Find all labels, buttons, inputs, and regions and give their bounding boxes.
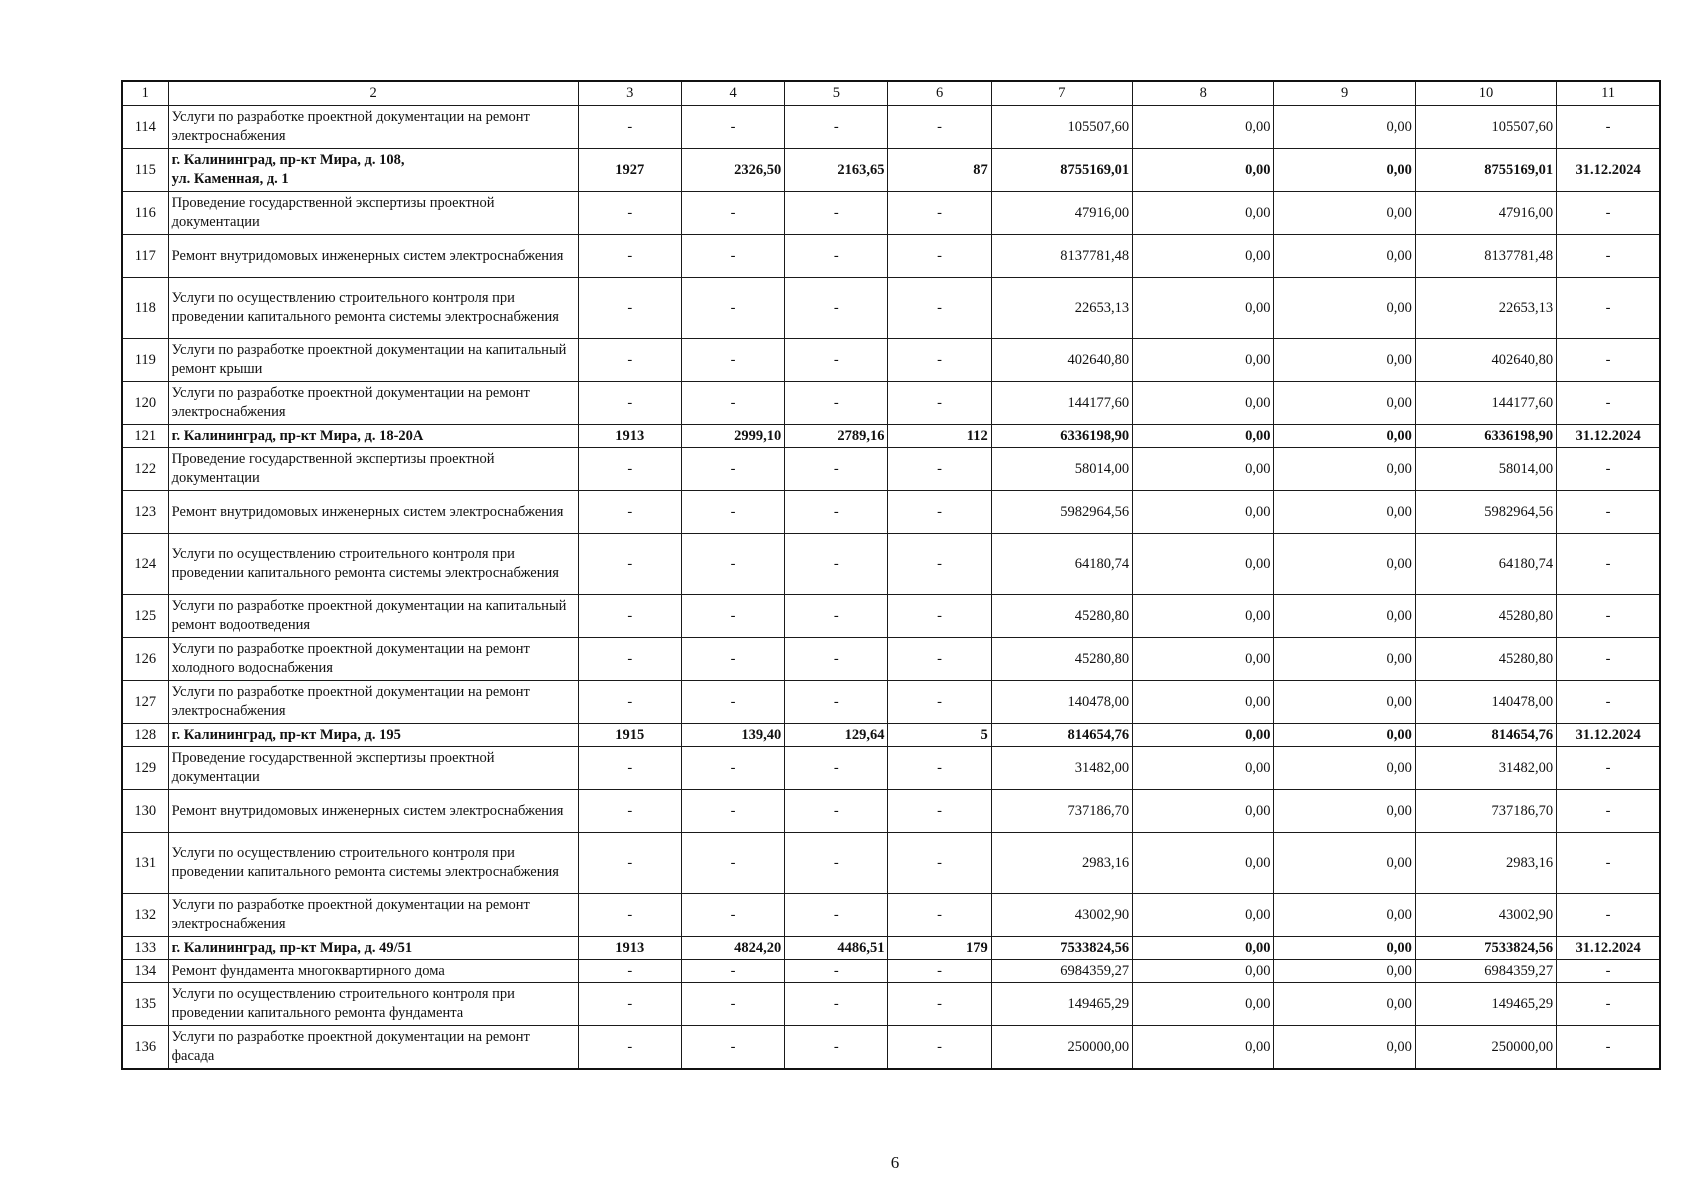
deadline-cell: 31.12.2024 — [1557, 724, 1660, 747]
living-area-cell: 2163,65 — [785, 149, 888, 192]
row-number-cell: 118 — [122, 278, 168, 339]
row-number-cell: 135 — [122, 983, 168, 1026]
other-cost-cell: 0,00 — [1274, 491, 1415, 534]
row-number-cell: 134 — [122, 960, 168, 983]
table-row — [122, 448, 1660, 491]
work-name-cell: Услуги по осуществлению строительного контроля при проведении капитального ремонта системы электроснабжения — [168, 833, 578, 894]
total-cost-cell: 140478,00 — [991, 681, 1132, 724]
total-cost-cell: 5982964,56 — [991, 491, 1132, 534]
total-area-cell: - — [681, 747, 784, 790]
work-name-cell: Проведение государственной экспертизы проектной документации — [168, 192, 578, 235]
other-cost-cell: 0,00 — [1274, 833, 1415, 894]
table-row — [122, 1026, 1660, 1070]
table-row — [122, 960, 1660, 983]
work-name-cell: Ремонт внутридомовых инженерных систем электроснабжения — [168, 491, 578, 534]
other-cost-cell: 0,00 — [1274, 638, 1415, 681]
year-cell: - — [578, 960, 681, 983]
total-cost-cell: 8755169,01 — [991, 149, 1132, 192]
total-area-cell: - — [681, 1026, 784, 1070]
col-header: 2 — [168, 81, 578, 106]
residents-cell: - — [888, 106, 991, 149]
data-table — [121, 80, 1661, 1070]
work-name-cell: Услуги по разработке проектной документации на капитальный ремонт крыши — [168, 339, 578, 382]
row-number-cell: 129 — [122, 747, 168, 790]
fund-cost-cell: 0,00 — [1133, 149, 1274, 192]
row-number-cell: 131 — [122, 833, 168, 894]
fund-cost-cell: 0,00 — [1133, 937, 1274, 960]
fund-cost-cell: 0,00 — [1133, 595, 1274, 638]
fund-cost-cell: 0,00 — [1133, 448, 1274, 491]
row-number-cell: 115 — [122, 149, 168, 192]
col-header: 10 — [1415, 81, 1556, 106]
table-body — [122, 106, 1660, 1070]
owner-cost-cell: 6984359,27 — [1415, 960, 1556, 983]
living-area-cell: 4486,51 — [785, 937, 888, 960]
living-area-cell: - — [785, 235, 888, 278]
total-area-cell: - — [681, 960, 784, 983]
living-area-cell: - — [785, 983, 888, 1026]
owner-cost-cell: 45280,80 — [1415, 595, 1556, 638]
residents-cell: - — [888, 339, 991, 382]
deadline-cell: 31.12.2024 — [1557, 149, 1660, 192]
living-area-cell: - — [785, 278, 888, 339]
residents-cell: - — [888, 192, 991, 235]
residents-cell: - — [888, 534, 991, 595]
living-area-cell: - — [785, 192, 888, 235]
owner-cost-cell: 5982964,56 — [1415, 491, 1556, 534]
owner-cost-cell: 149465,29 — [1415, 983, 1556, 1026]
fund-cost-cell: 0,00 — [1133, 278, 1274, 339]
total-cost-cell: 402640,80 — [991, 339, 1132, 382]
year-cell: - — [578, 894, 681, 937]
work-name-cell: Проведение государственной экспертизы проектной документации — [168, 747, 578, 790]
work-name-cell: Услуги по осуществлению строительного контроля при проведении капитального ремонта фундамента — [168, 983, 578, 1026]
row-number-cell: 124 — [122, 534, 168, 595]
col-header: 8 — [1133, 81, 1274, 106]
table-row — [122, 106, 1660, 149]
living-area-cell: - — [785, 638, 888, 681]
total-cost-cell: 6336198,90 — [991, 425, 1132, 448]
owner-cost-cell: 64180,74 — [1415, 534, 1556, 595]
total-area-cell: 2999,10 — [681, 425, 784, 448]
other-cost-cell: 0,00 — [1274, 790, 1415, 833]
total-cost-cell: 149465,29 — [991, 983, 1132, 1026]
table-row — [122, 534, 1660, 595]
total-cost-cell: 58014,00 — [991, 448, 1132, 491]
total-area-cell: - — [681, 192, 784, 235]
total-cost-cell: 2983,16 — [991, 833, 1132, 894]
living-area-cell: - — [785, 833, 888, 894]
total-cost-cell: 250000,00 — [991, 1026, 1132, 1070]
living-area-cell: - — [785, 1026, 888, 1070]
deadline-cell: - — [1557, 833, 1660, 894]
table-row — [122, 192, 1660, 235]
work-name-cell: Проведение государственной экспертизы проектной документации — [168, 448, 578, 491]
year-cell: - — [578, 192, 681, 235]
owner-cost-cell: 45280,80 — [1415, 638, 1556, 681]
year-cell: 1913 — [578, 425, 681, 448]
row-number-cell: 136 — [122, 1026, 168, 1070]
residents-cell: - — [888, 983, 991, 1026]
col-header: 5 — [785, 81, 888, 106]
row-number-cell: 114 — [122, 106, 168, 149]
total-cost-cell: 64180,74 — [991, 534, 1132, 595]
work-name-cell: Услуги по разработке проектной документации на ремонт электроснабжения — [168, 106, 578, 149]
row-number-cell: 117 — [122, 235, 168, 278]
other-cost-cell: 0,00 — [1274, 106, 1415, 149]
residents-cell: - — [888, 448, 991, 491]
year-cell: - — [578, 681, 681, 724]
year-cell: - — [578, 382, 681, 425]
living-area-cell: - — [785, 681, 888, 724]
total-area-cell: - — [681, 491, 784, 534]
total-cost-cell: 144177,60 — [991, 382, 1132, 425]
living-area-cell: - — [785, 448, 888, 491]
row-number-cell: 130 — [122, 790, 168, 833]
other-cost-cell: 0,00 — [1274, 983, 1415, 1026]
fund-cost-cell: 0,00 — [1133, 339, 1274, 382]
work-name-cell: Услуги по разработке проектной документации на капитальный ремонт водоотведения — [168, 595, 578, 638]
work-name-cell: Ремонт фундамента многоквартирного дома — [168, 960, 578, 983]
deadline-cell: - — [1557, 382, 1660, 425]
owner-cost-cell: 8755169,01 — [1415, 149, 1556, 192]
owner-cost-cell: 250000,00 — [1415, 1026, 1556, 1070]
year-cell: - — [578, 638, 681, 681]
table-row — [122, 833, 1660, 894]
total-area-cell: 2326,50 — [681, 149, 784, 192]
other-cost-cell: 0,00 — [1274, 747, 1415, 790]
total-cost-cell: 814654,76 — [991, 724, 1132, 747]
total-cost-cell: 8137781,48 — [991, 235, 1132, 278]
col-header: 7 — [991, 81, 1132, 106]
fund-cost-cell: 0,00 — [1133, 983, 1274, 1026]
total-cost-cell: 45280,80 — [991, 595, 1132, 638]
total-area-cell: - — [681, 790, 784, 833]
residents-cell: - — [888, 278, 991, 339]
fund-cost-cell: 0,00 — [1133, 833, 1274, 894]
fund-cost-cell: 0,00 — [1133, 235, 1274, 278]
col-header: 6 — [888, 81, 991, 106]
other-cost-cell: 0,00 — [1274, 1026, 1415, 1070]
deadline-cell: - — [1557, 638, 1660, 681]
owner-cost-cell: 105507,60 — [1415, 106, 1556, 149]
year-cell: - — [578, 448, 681, 491]
work-name-cell: Услуги по разработке проектной документации на ремонт электроснабжения — [168, 382, 578, 425]
residents-cell: - — [888, 894, 991, 937]
year-cell: - — [578, 983, 681, 1026]
fund-cost-cell: 0,00 — [1133, 638, 1274, 681]
address-row — [122, 724, 1660, 747]
row-number-cell: 119 — [122, 339, 168, 382]
living-area-cell: - — [785, 790, 888, 833]
residents-cell: - — [888, 833, 991, 894]
deadline-cell: - — [1557, 491, 1660, 534]
deadline-cell: - — [1557, 960, 1660, 983]
other-cost-cell: 0,00 — [1274, 681, 1415, 724]
living-area-cell: - — [785, 894, 888, 937]
residents-cell: - — [888, 681, 991, 724]
total-cost-cell: 105507,60 — [991, 106, 1132, 149]
row-number-cell: 116 — [122, 192, 168, 235]
row-number-cell: 120 — [122, 382, 168, 425]
table-row — [122, 790, 1660, 833]
residents-cell: - — [888, 382, 991, 425]
year-cell: - — [578, 278, 681, 339]
owner-cost-cell: 7533824,56 — [1415, 937, 1556, 960]
year-cell: - — [578, 833, 681, 894]
fund-cost-cell: 0,00 — [1133, 106, 1274, 149]
fund-cost-cell: 0,00 — [1133, 894, 1274, 937]
deadline-cell: - — [1557, 448, 1660, 491]
other-cost-cell: 0,00 — [1274, 425, 1415, 448]
other-cost-cell: 0,00 — [1274, 937, 1415, 960]
table-row — [122, 894, 1660, 937]
fund-cost-cell: 0,00 — [1133, 960, 1274, 983]
page-number: 6 — [890, 1153, 900, 1172]
deadline-cell: - — [1557, 894, 1660, 937]
total-area-cell: - — [681, 833, 784, 894]
living-area-cell: - — [785, 595, 888, 638]
year-cell: 1913 — [578, 937, 681, 960]
fund-cost-cell: 0,00 — [1133, 681, 1274, 724]
residents-cell: - — [888, 790, 991, 833]
address-row — [122, 425, 1660, 448]
address-row — [122, 937, 1660, 960]
header-row — [122, 81, 1660, 106]
total-area-cell: - — [681, 983, 784, 1026]
other-cost-cell: 0,00 — [1274, 448, 1415, 491]
total-area-cell: - — [681, 681, 784, 724]
deadline-cell: - — [1557, 534, 1660, 595]
total-cost-cell: 6984359,27 — [991, 960, 1132, 983]
deadline-cell: - — [1557, 681, 1660, 724]
deadline-cell: - — [1557, 595, 1660, 638]
total-area-cell: - — [681, 339, 784, 382]
total-cost-cell: 7533824,56 — [991, 937, 1132, 960]
fund-cost-cell: 0,00 — [1133, 1026, 1274, 1070]
deadline-cell: 31.12.2024 — [1557, 425, 1660, 448]
residents-cell: - — [888, 960, 991, 983]
other-cost-cell: 0,00 — [1274, 235, 1415, 278]
year-cell: - — [578, 491, 681, 534]
owner-cost-cell: 2983,16 — [1415, 833, 1556, 894]
table-row — [122, 491, 1660, 534]
total-area-cell: - — [681, 638, 784, 681]
work-name-cell: г. Калининград, пр-кт Мира, д. 18-20А — [168, 425, 578, 448]
total-area-cell: - — [681, 595, 784, 638]
other-cost-cell: 0,00 — [1274, 339, 1415, 382]
owner-cost-cell: 43002,90 — [1415, 894, 1556, 937]
year-cell: - — [578, 534, 681, 595]
row-number-cell: 121 — [122, 425, 168, 448]
fund-cost-cell: 0,00 — [1133, 192, 1274, 235]
owner-cost-cell: 47916,00 — [1415, 192, 1556, 235]
residents-cell: 5 — [888, 724, 991, 747]
owner-cost-cell: 402640,80 — [1415, 339, 1556, 382]
deadline-cell: - — [1557, 747, 1660, 790]
table-row — [122, 278, 1660, 339]
table-row — [122, 382, 1660, 425]
year-cell: - — [578, 106, 681, 149]
work-name-cell: Услуги по разработке проектной документации на ремонт холодного водоснабжения — [168, 638, 578, 681]
row-number-cell: 128 — [122, 724, 168, 747]
residents-cell: - — [888, 595, 991, 638]
owner-cost-cell: 140478,00 — [1415, 681, 1556, 724]
owner-cost-cell: 31482,00 — [1415, 747, 1556, 790]
deadline-cell: - — [1557, 278, 1660, 339]
fund-cost-cell: 0,00 — [1133, 382, 1274, 425]
other-cost-cell: 0,00 — [1274, 960, 1415, 983]
work-name-cell: Услуги по осуществлению строительного контроля при проведении капитального ремонта системы электроснабжения — [168, 534, 578, 595]
residents-cell: 179 — [888, 937, 991, 960]
owner-cost-cell: 814654,76 — [1415, 724, 1556, 747]
other-cost-cell: 0,00 — [1274, 894, 1415, 937]
living-area-cell: - — [785, 960, 888, 983]
deadline-cell: - — [1557, 339, 1660, 382]
deadline-cell: - — [1557, 192, 1660, 235]
total-cost-cell: 737186,70 — [991, 790, 1132, 833]
row-number-cell: 132 — [122, 894, 168, 937]
total-area-cell: - — [681, 448, 784, 491]
table-row — [122, 747, 1660, 790]
total-area-cell: - — [681, 235, 784, 278]
total-cost-cell: 22653,13 — [991, 278, 1132, 339]
col-header: 11 — [1557, 81, 1660, 106]
other-cost-cell: 0,00 — [1274, 382, 1415, 425]
fund-cost-cell: 0,00 — [1133, 747, 1274, 790]
row-number-cell: 123 — [122, 491, 168, 534]
table-row — [122, 235, 1660, 278]
residents-cell: - — [888, 1026, 991, 1070]
total-area-cell: - — [681, 106, 784, 149]
total-cost-cell: 31482,00 — [991, 747, 1132, 790]
owner-cost-cell: 8137781,48 — [1415, 235, 1556, 278]
row-number-cell: 127 — [122, 681, 168, 724]
residents-cell: - — [888, 491, 991, 534]
living-area-cell: 2789,16 — [785, 425, 888, 448]
other-cost-cell: 0,00 — [1274, 595, 1415, 638]
col-header: 3 — [578, 81, 681, 106]
total-area-cell: - — [681, 534, 784, 595]
row-number-cell: 126 — [122, 638, 168, 681]
col-header: 9 — [1274, 81, 1415, 106]
work-name-cell: Ремонт внутридомовых инженерных систем электроснабжения — [168, 235, 578, 278]
total-area-cell: - — [681, 382, 784, 425]
total-area-cell: 139,40 — [681, 724, 784, 747]
table-row — [122, 983, 1660, 1026]
work-name-cell: Услуги по разработке проектной документации на ремонт электроснабжения — [168, 681, 578, 724]
year-cell: - — [578, 747, 681, 790]
residents-cell: 112 — [888, 425, 991, 448]
deadline-cell: - — [1557, 235, 1660, 278]
year-cell: 1915 — [578, 724, 681, 747]
work-name-cell: г. Калининград, пр-кт Мира, д. 108, ул. Каменная, д. 1 — [168, 149, 578, 192]
year-cell: - — [578, 595, 681, 638]
table-row — [122, 638, 1660, 681]
total-area-cell: 4824,20 — [681, 937, 784, 960]
living-area-cell: - — [785, 534, 888, 595]
living-area-cell: - — [785, 747, 888, 790]
year-cell: - — [578, 1026, 681, 1070]
owner-cost-cell: 737186,70 — [1415, 790, 1556, 833]
residents-cell: - — [888, 638, 991, 681]
residents-cell: 87 — [888, 149, 991, 192]
table-row — [122, 681, 1660, 724]
other-cost-cell: 0,00 — [1274, 149, 1415, 192]
work-name-cell: Услуги по разработке проектной документации на ремонт электроснабжения — [168, 894, 578, 937]
owner-cost-cell: 144177,60 — [1415, 382, 1556, 425]
total-area-cell: - — [681, 278, 784, 339]
owner-cost-cell: 6336198,90 — [1415, 425, 1556, 448]
work-name-cell: г. Калининград, пр-кт Мира, д. 49/51 — [168, 937, 578, 960]
deadline-cell: 31.12.2024 — [1557, 937, 1660, 960]
other-cost-cell: 0,00 — [1274, 278, 1415, 339]
year-cell: - — [578, 235, 681, 278]
year-cell: 1927 — [578, 149, 681, 192]
total-cost-cell: 45280,80 — [991, 638, 1132, 681]
table-header — [122, 81, 1660, 106]
deadline-cell: - — [1557, 790, 1660, 833]
row-number-cell: 125 — [122, 595, 168, 638]
year-cell: - — [578, 339, 681, 382]
total-cost-cell: 43002,90 — [991, 894, 1132, 937]
total-cost-cell: 47916,00 — [991, 192, 1132, 235]
table-row — [122, 339, 1660, 382]
owner-cost-cell: 58014,00 — [1415, 448, 1556, 491]
deadline-cell: - — [1557, 1026, 1660, 1070]
fund-cost-cell: 0,00 — [1133, 724, 1274, 747]
total-area-cell: - — [681, 894, 784, 937]
other-cost-cell: 0,00 — [1274, 724, 1415, 747]
fund-cost-cell: 0,00 — [1133, 534, 1274, 595]
deadline-cell: - — [1557, 983, 1660, 1026]
fund-cost-cell: 0,00 — [1133, 425, 1274, 448]
living-area-cell: - — [785, 339, 888, 382]
living-area-cell: - — [785, 382, 888, 425]
col-header: 1 — [122, 81, 168, 106]
other-cost-cell: 0,00 — [1274, 534, 1415, 595]
row-number-cell: 122 — [122, 448, 168, 491]
year-cell: - — [578, 790, 681, 833]
deadline-cell: - — [1557, 106, 1660, 149]
residents-cell: - — [888, 747, 991, 790]
address-row — [122, 149, 1660, 192]
living-area-cell: 129,64 — [785, 724, 888, 747]
owner-cost-cell: 22653,13 — [1415, 278, 1556, 339]
row-number-cell: 133 — [122, 937, 168, 960]
work-name-cell: г. Калининград, пр-кт Мира, д. 195 — [168, 724, 578, 747]
living-area-cell: - — [785, 106, 888, 149]
work-name-cell: Ремонт внутридомовых инженерных систем электроснабжения — [168, 790, 578, 833]
living-area-cell: - — [785, 491, 888, 534]
work-name-cell: Услуги по осуществлению строительного контроля при проведении капитального ремонта системы электроснабжения — [168, 278, 578, 339]
table-row — [122, 595, 1660, 638]
col-header: 4 — [681, 81, 784, 106]
fund-cost-cell: 0,00 — [1133, 790, 1274, 833]
work-name-cell: Услуги по разработке проектной документации на ремонт фасада — [168, 1026, 578, 1070]
fund-cost-cell: 0,00 — [1133, 491, 1274, 534]
other-cost-cell: 0,00 — [1274, 192, 1415, 235]
residents-cell: - — [888, 235, 991, 278]
